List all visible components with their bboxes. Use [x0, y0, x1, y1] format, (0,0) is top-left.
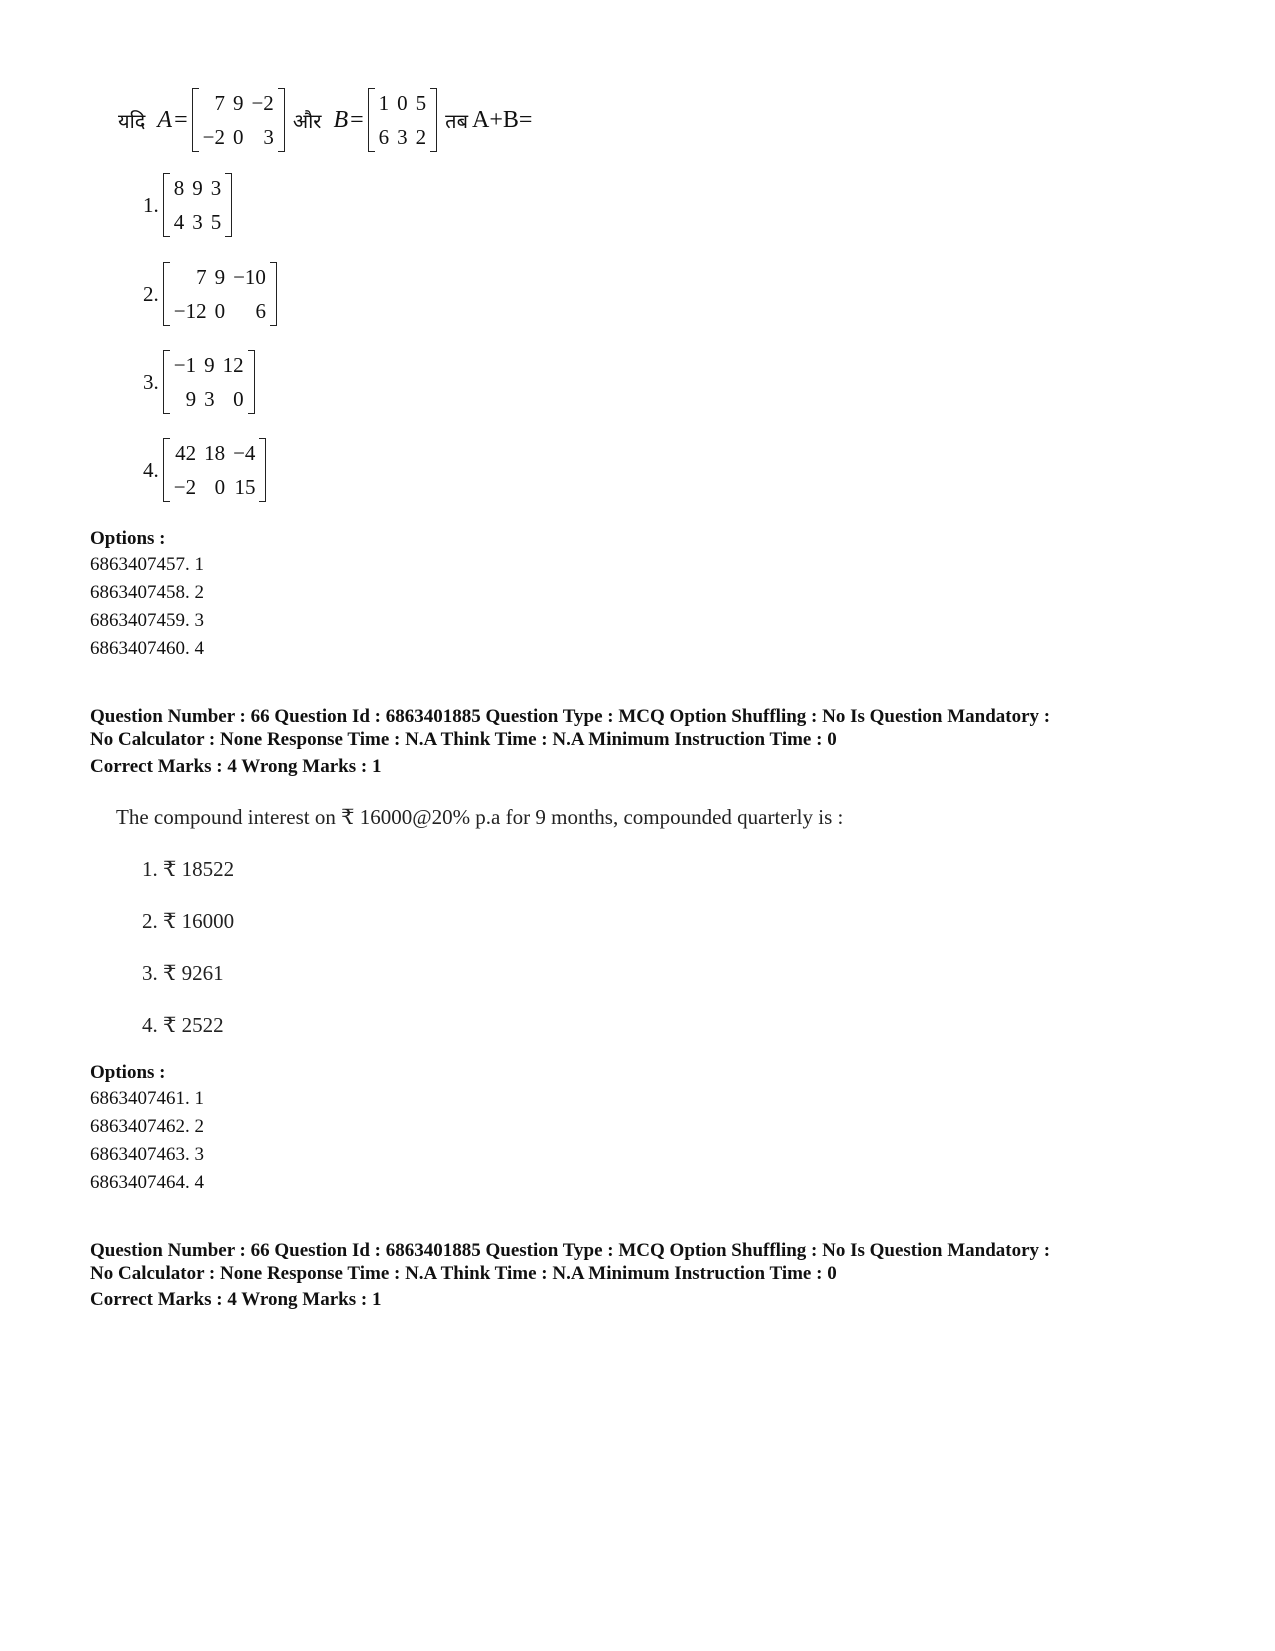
matrix-cell: 6: [378, 125, 390, 149]
matrix-cell: 15: [234, 475, 256, 499]
matrix-cell: −2: [173, 475, 197, 499]
q66-meta: [90, 705, 1190, 751]
option-id: 6863407461. 1: [90, 1088, 204, 1109]
q66-marks: Correct Marks : 4 Wrong Marks : 1: [90, 756, 382, 777]
meta-line: No Calculator : None Response Time : N.A Think Time : N.A Minimum Instruction Time : 0: [90, 729, 837, 750]
matrix-cell: 42: [175, 441, 197, 465]
matrix-cell: 3: [204, 387, 215, 411]
matrix-cell: 12: [222, 353, 244, 377]
matrix-cell: 3: [397, 125, 408, 149]
matrix-cell: 1: [378, 91, 390, 115]
q65-options-block: [90, 528, 204, 663]
meta-line: Question Number : 66 Question Id : 6863401885 Question Type : MCQ Option Shuffling : No Is Question Mandatory :: [90, 706, 1051, 727]
matrix-cell: −4: [233, 441, 256, 465]
q66-choice-3: 3. ₹ 9261: [142, 961, 224, 985]
options-label: Options :: [90, 1062, 166, 1083]
q65-choice-3: [143, 348, 255, 416]
choice-matrix: [163, 260, 277, 328]
q65-var-a: A: [157, 106, 173, 133]
matrix-cell: −10: [233, 265, 266, 289]
matrix-cell: 6: [255, 299, 266, 323]
option-id: 6863407464. 4: [90, 1172, 204, 1193]
q65-var-b: B: [333, 106, 349, 133]
matrix-cell: 5: [415, 91, 427, 115]
choice-number: 3.: [143, 369, 159, 394]
matrix-cell: 3: [263, 125, 274, 149]
matrix-cell: 7: [214, 91, 225, 115]
option-id: 6863407459. 3: [90, 610, 204, 631]
matrix-cell: 0: [214, 475, 226, 499]
matrix-b: [368, 86, 438, 154]
options-label: Options :: [90, 528, 166, 549]
q66-choice-2: 2. ₹ 16000: [142, 909, 235, 933]
choice-matrix: [163, 348, 255, 416]
q66-stem: The compound interest on ₹ 16000@20% p.a for 9 months, compounded quarterly is :: [116, 805, 844, 829]
choice-number: 1.: [143, 192, 159, 217]
q65-stem-prefix: यदि: [118, 108, 146, 133]
matrix-a: [192, 86, 285, 154]
matrix-cell: 7: [196, 265, 207, 289]
meta-line: Question Number : 66 Question Id : 6863401885 Question Type : MCQ Option Shuffling : No Is Question Mandatory :: [90, 1240, 1051, 1261]
matrix-cell: 9: [232, 91, 244, 115]
matrix-cell: 9: [214, 265, 226, 289]
matrix-cell: 0: [397, 91, 408, 115]
matrix-cell: 0: [232, 125, 244, 149]
matrix-cell: −2: [202, 125, 225, 149]
q65-then: तब: [445, 108, 468, 133]
choice-number: 2.: [143, 281, 159, 306]
matrix-cell: 0: [233, 387, 244, 411]
q65-equals-b: =: [350, 106, 364, 133]
matrix-cell: 18: [204, 441, 226, 465]
matrix-cell: 0: [214, 299, 226, 323]
q65-choice-1: [143, 171, 232, 239]
q65-choice-2: [143, 260, 277, 328]
q66-choice-4: 4. ₹ 2522: [142, 1013, 224, 1037]
q65-suffix: A+B=: [472, 106, 533, 133]
next-question-marks: Correct Marks : 4 Wrong Marks : 1: [90, 1289, 382, 1310]
q65-stem: [118, 86, 532, 154]
matrix-cell: 5: [210, 210, 222, 234]
choice-matrix: [163, 171, 233, 239]
choice-matrix: [163, 436, 267, 504]
option-id: 6863407463. 3: [90, 1144, 204, 1165]
q66-choice-1: 1. ₹ 18522: [142, 857, 235, 881]
matrix-cell: 9: [204, 353, 215, 377]
q65-equals-a: =: [174, 106, 188, 133]
q65-choice-4: [143, 436, 266, 504]
next-question-meta: [90, 1239, 1190, 1285]
matrix-cell: 3: [210, 176, 222, 200]
option-id: 6863407457. 1: [90, 554, 204, 575]
q65-conjunction: और: [292, 108, 322, 133]
option-id: 6863407462. 2: [90, 1116, 204, 1137]
matrix-cell: 4: [173, 210, 185, 234]
matrix-cell: −12: [173, 299, 207, 323]
matrix-cell: −1: [173, 353, 197, 377]
q66-options-block: [90, 1062, 204, 1197]
matrix-cell: 9: [185, 387, 197, 411]
matrix-cell: 3: [192, 210, 203, 234]
matrix-cell: −2: [251, 91, 274, 115]
matrix-cell: 8: [173, 176, 185, 200]
matrix-cell: 9: [192, 176, 203, 200]
option-id: 6863407458. 2: [90, 582, 204, 603]
option-id: 6863407460. 4: [90, 638, 204, 659]
meta-line: No Calculator : None Response Time : N.A Think Time : N.A Minimum Instruction Time : 0: [90, 1263, 837, 1284]
matrix-cell: 2: [415, 125, 427, 149]
choice-number: 4.: [143, 457, 159, 482]
